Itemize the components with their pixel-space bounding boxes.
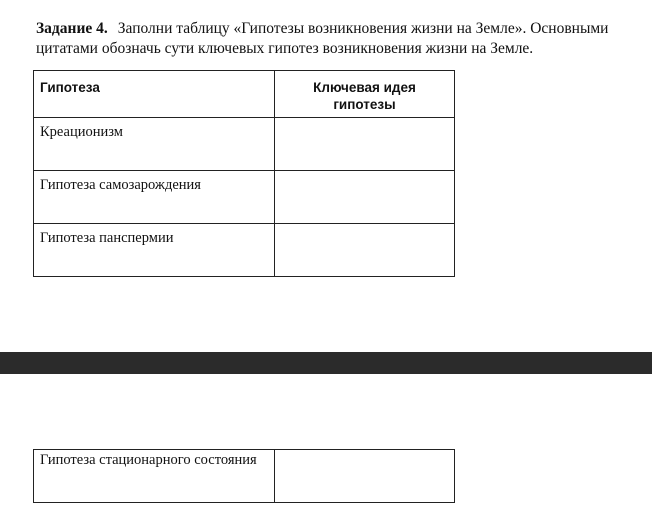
task-text: Заполни таблицу «Гипотезы возникновения жизни на Земле». Основными цитатами обозначь сути ключевых гипотез возникновения жизни на Земле. — [36, 20, 609, 57]
hypothesis-cell: Гипотеза стационарного состояния — [34, 450, 275, 503]
key-idea-cell[interactable] — [275, 450, 455, 503]
hypothesis-cell: Креационизм — [34, 118, 275, 171]
table-header-row — [34, 71, 455, 118]
table-row — [34, 224, 455, 277]
task-number: Задание 4. — [36, 20, 108, 37]
key-idea-cell[interactable] — [275, 171, 455, 224]
extra-hypothesis-table — [33, 449, 455, 503]
page-separator-band — [0, 352, 652, 374]
task-statement — [36, 19, 636, 59]
key-idea-cell[interactable] — [275, 224, 455, 277]
table-row — [34, 171, 455, 224]
hypothesis-cell: Гипотеза самозарождения — [34, 171, 275, 224]
table-row — [34, 118, 455, 171]
table-row — [34, 450, 455, 503]
header-hypothesis: Гипотеза — [34, 71, 275, 118]
hypotheses-table — [33, 70, 455, 277]
key-idea-cell[interactable] — [275, 118, 455, 171]
header-key-idea: Ключевая идея гипотезы — [275, 71, 455, 118]
hypothesis-cell: Гипотеза панспермии — [34, 224, 275, 277]
